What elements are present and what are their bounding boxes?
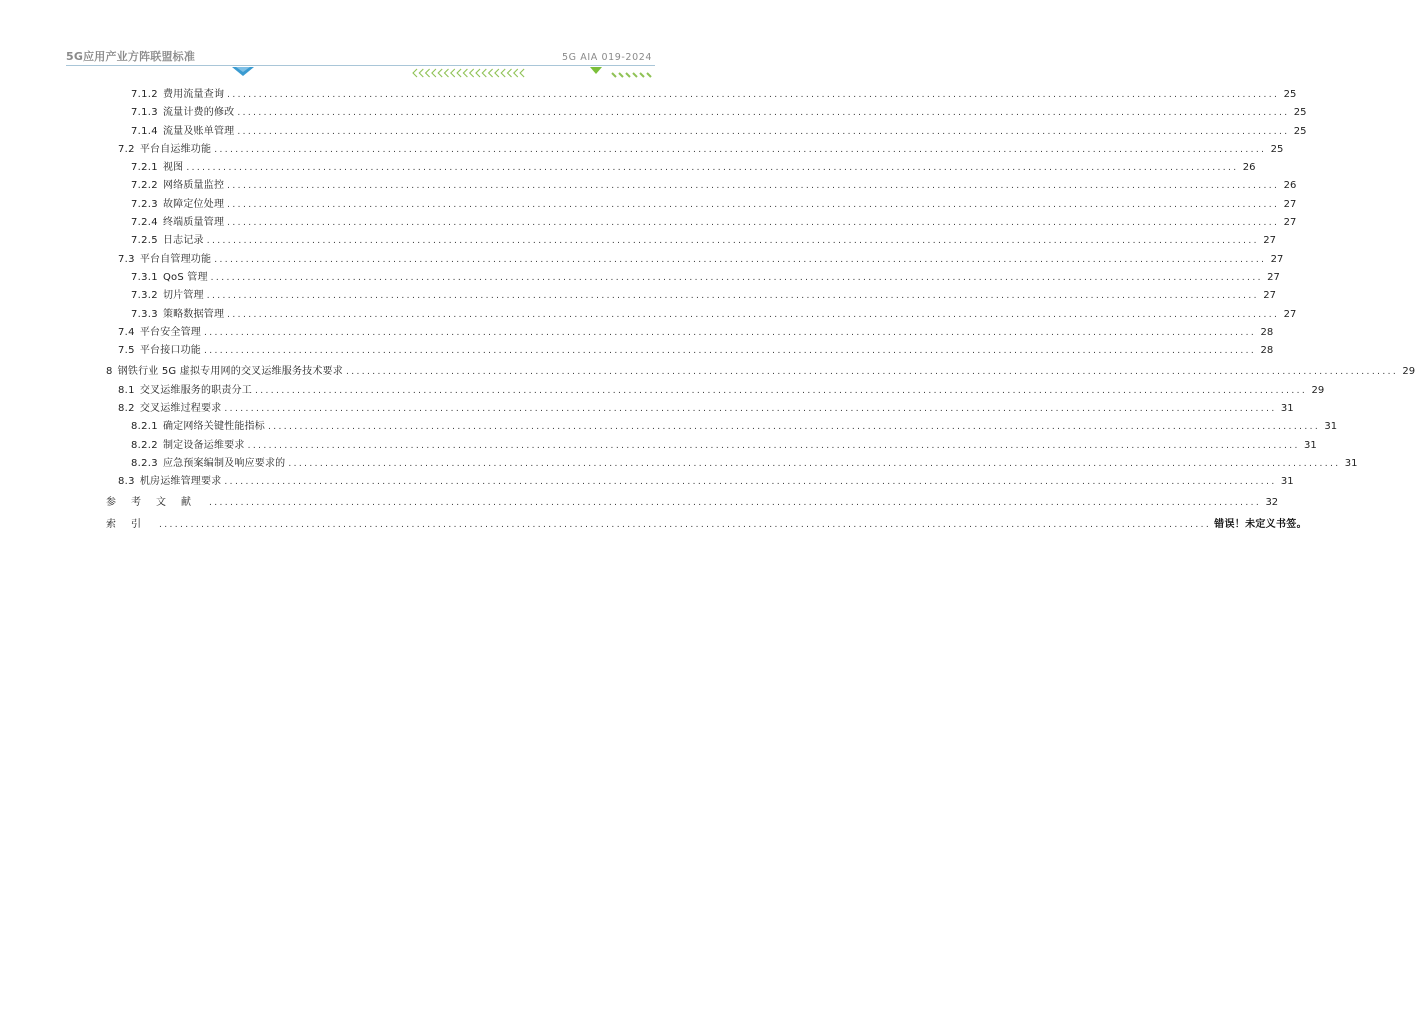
- toc-entry-number: 7.2.3: [131, 198, 158, 210]
- toc-dot-leader: ........................................................................................................................................................................................................: [214, 144, 1267, 155]
- toc-entry[interactable]: [100, 86, 1297, 104]
- toc-entry-title: 平台自管理功能: [139, 253, 212, 265]
- toc-entry-number: 7.3.1: [131, 271, 158, 283]
- toc-entry-page: 32: [1265, 496, 1279, 508]
- toc-entry-title: 策略数据管理: [162, 308, 225, 320]
- toc-entry-number: 7.1.3: [131, 107, 158, 119]
- toc-dot-leader: ........................................................................................................................................................................................................: [224, 404, 1277, 415]
- toc-entry-number: 8.2.1: [131, 421, 158, 433]
- toc-dot-leader: ........................................................................................................................................................................................................: [214, 254, 1267, 265]
- toc-dot-leader: ........................................................................................................................................................................................................: [288, 458, 1341, 469]
- toc-entry-title: 平台自运维功能: [139, 143, 212, 155]
- toc-entry-page: 28: [1260, 326, 1274, 338]
- toc-dot-leader: ........................................................................................................................................................................................................: [237, 126, 1290, 137]
- toc-entry-number: 8.3: [118, 476, 135, 488]
- toc-dot-leader: ........................................................................................................................................................................................................: [255, 385, 1308, 396]
- toc-entry-page: 27: [1283, 217, 1297, 229]
- toc-dot-leader: ........................................................................................................................................................................................................: [204, 327, 1257, 338]
- toc-dot-leader: ........................................................................................................................................................................................................: [247, 440, 1300, 451]
- toc-entry-page: 31: [1304, 439, 1317, 451]
- toc-entry-page: 31: [1280, 403, 1294, 415]
- toc-entry-title: 网络质量监控: [162, 180, 225, 192]
- toc-entry-number: 7.1.2: [131, 89, 158, 100]
- toc-entry-page: 25: [1270, 143, 1284, 155]
- toc-entry-page: 29: [1311, 384, 1325, 396]
- toc-entry-title: 平台安全管理: [139, 326, 202, 338]
- toc-entry[interactable]: [100, 324, 1274, 342]
- toc-entry-title: QoS 管理: [162, 271, 208, 283]
- toc-entry-page: 27: [1267, 271, 1280, 283]
- toc-dot-leader: ........................................................................................................................................................................................................: [227, 181, 1280, 192]
- toc-dot-leader: ........................................................................................................................................................................................................: [345, 367, 1399, 378]
- toc-entry[interactable]: [100, 437, 1317, 455]
- toc-entry-page: 31: [1324, 421, 1338, 433]
- header-chevron-pattern: [413, 69, 524, 77]
- toc-dot-leader: ........................................................................................................................................................................................................: [209, 497, 1262, 508]
- toc-dot-leader: ........................................................................................................................................................................................................: [267, 422, 1321, 433]
- toc-entry-title: 钢铁行业 5G 虚拟专用网的交叉运维服务技术要求: [117, 366, 343, 378]
- toc-entry-page: 27: [1283, 308, 1297, 320]
- toc-entry[interactable]: [100, 177, 1297, 195]
- toc-entry-page: 25: [1283, 89, 1297, 100]
- toc-entry-number: 7.3: [118, 253, 135, 265]
- toc-entry-page: 28: [1260, 345, 1274, 357]
- toc-entry-title: 交叉运维过程要求: [139, 403, 222, 415]
- toc-dot-leader: ........................................................................................................................................................................................................: [227, 218, 1280, 229]
- toc-entry[interactable]: [100, 306, 1297, 324]
- toc-entry-page: 29: [1402, 366, 1415, 378]
- toc-entry-title: 流量计费的修改: [162, 107, 235, 119]
- toc-entry-number: 7.2: [118, 143, 135, 155]
- toc-entry[interactable]: [100, 363, 1415, 381]
- toc-dot-leader: ........................................................................................................................................................................................................: [210, 272, 1263, 283]
- toc-entry[interactable]: [100, 492, 1279, 514]
- toc-entry[interactable]: [100, 159, 1256, 177]
- toc-entry[interactable]: [100, 141, 1284, 159]
- toc-entry-page: 27: [1263, 290, 1276, 302]
- page-header: [0, 0, 724, 80]
- toc-entry-title: 参考文献: [106, 496, 206, 508]
- toc-dot-leader: ........................................................................................................................................................................................................: [206, 236, 1259, 247]
- toc-entry-page: 25: [1293, 125, 1307, 137]
- toc-entry-title: 日志记录: [162, 235, 204, 247]
- toc-entry-number: 7.4: [118, 326, 135, 338]
- toc-entry-number: 8.2: [118, 403, 135, 415]
- toc-entry[interactable]: [100, 418, 1338, 436]
- toc-dot-leader: ........................................................................................................................................................................................................: [237, 108, 1290, 119]
- toc-entry[interactable]: [100, 269, 1280, 287]
- toc-entry-page: 31: [1280, 476, 1294, 488]
- toc-entry-number: 8: [106, 366, 113, 378]
- toc-entry-title: 交叉运维服务的职责分工: [139, 384, 253, 396]
- toc-entry-title: 切片管理: [162, 290, 204, 302]
- toc-entry-title: 确定网络关键性能指标: [162, 421, 265, 433]
- toc-entry-number: 8.1: [118, 384, 135, 396]
- toc-entry[interactable]: [100, 123, 1307, 141]
- toc-entry-title: 索引: [106, 518, 156, 530]
- toc-entry[interactable]: [100, 214, 1297, 232]
- toc-entry[interactable]: [100, 196, 1297, 214]
- toc-entry-page: 27: [1270, 253, 1284, 265]
- toc-entry-number: 7.1.4: [131, 125, 158, 137]
- header-org-name: 5G应用产业方阵联盟标准: [66, 50, 196, 63]
- toc-entry-title: 平台接口功能: [139, 345, 202, 357]
- toc-entry-number: 7.5: [118, 345, 135, 357]
- header-standard-code: 5G AIA 019-2024: [562, 52, 652, 63]
- toc-entry[interactable]: [100, 287, 1276, 305]
- toc-entry-title: 终端质量管理: [162, 217, 225, 229]
- header-green-triangle: [590, 67, 602, 74]
- toc-entry-title: 机房运维管理要求: [139, 476, 222, 488]
- toc-entry-title: 视图: [162, 162, 184, 174]
- toc-entry-page: 31: [1344, 457, 1358, 469]
- toc-entry[interactable]: [100, 382, 1325, 400]
- toc-entry[interactable]: [100, 342, 1274, 360]
- toc-entry[interactable]: [100, 455, 1358, 473]
- toc-entry-number: 7.3.2: [131, 290, 158, 302]
- toc-entry[interactable]: [100, 514, 1307, 536]
- toc-entry-number: 7.2.1: [131, 162, 158, 174]
- toc-entry-page: 错误！未定义书签。: [1214, 518, 1307, 530]
- toc-entry-page: 27: [1263, 235, 1276, 247]
- toc-dot-leader: ........................................................................................................................................................................................................: [204, 346, 1257, 357]
- toc-dot-leader: ........................................................................................................................................................................................................: [186, 163, 1239, 174]
- toc-dot-leader: ........................................................................................................................................................................................................: [206, 291, 1259, 302]
- toc-dot-leader: ........................................................................................................................................................................................................: [227, 309, 1280, 320]
- toc-entry-number: 7.3.3: [131, 308, 158, 320]
- toc-dot-leader: ........................................................................................................................................................................................................: [227, 90, 1280, 100]
- header-slash-pattern: [612, 73, 651, 77]
- toc-dot-leader: ........................................................................................................................................................................................................: [224, 477, 1277, 488]
- toc-entry-title: 制定设备运维要求: [162, 439, 245, 451]
- table-of-contents: [100, 86, 1415, 536]
- toc-entry-page: 25: [1293, 107, 1307, 119]
- toc-entry[interactable]: [100, 473, 1294, 491]
- header-decoration: [0, 60, 724, 80]
- toc-entry[interactable]: [100, 400, 1294, 418]
- toc-entry-number: 7.2.4: [131, 217, 158, 229]
- toc-entry-number: 8.2.2: [131, 439, 158, 451]
- toc-entry-title: 故障定位处理: [162, 198, 225, 210]
- toc-entry-number: 7.2.5: [131, 235, 158, 247]
- toc-entry-page: 26: [1283, 180, 1297, 192]
- toc-entry-number: 8.2.3: [131, 457, 158, 469]
- toc-entry-number: 7.2.2: [131, 180, 158, 192]
- toc-entry-title: 应急预案编制及响应要求的: [162, 457, 286, 469]
- toc-dot-leader: ........................................................................................................................................................................................................: [159, 519, 1212, 530]
- toc-entry[interactable]: [100, 251, 1284, 269]
- toc-entry[interactable]: [100, 232, 1276, 250]
- toc-entry-page: 27: [1283, 198, 1297, 210]
- toc-entry-title: 费用流量查询: [162, 89, 225, 100]
- toc-entry[interactable]: [100, 104, 1307, 122]
- toc-dot-leader: ........................................................................................................................................................................................................: [227, 199, 1280, 210]
- toc-entry-page: 26: [1242, 162, 1256, 174]
- toc-entry-title: 流量及账单管理: [162, 125, 235, 137]
